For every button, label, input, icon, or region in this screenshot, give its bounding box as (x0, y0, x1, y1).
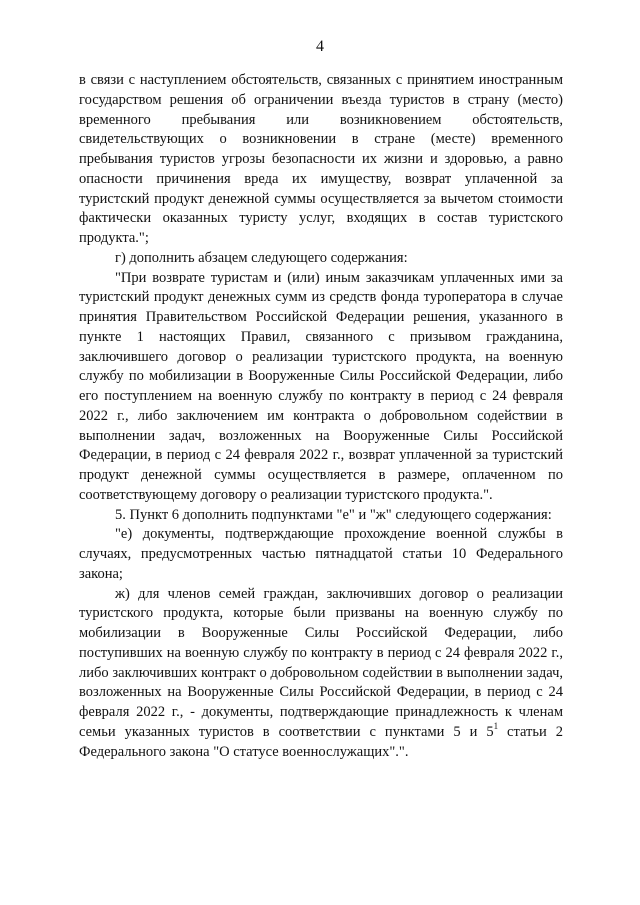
paragraph-item-5: 5. Пункт 6 дополнить подпунктами "е" и "ж" следующего содержания: (115, 506, 552, 523)
paragraph-subitem-g: г) дополнить абзацем следующего содержания: (115, 249, 408, 266)
paragraph-subitem-e: "е) документы, подтверждающие прохождение военной службы в случаях, предусмотренных частью пятнадцатой статьи 10 Федерального закона; (79, 526, 563, 582)
superscript-index: 1 (493, 720, 499, 731)
paragraph-subitem-zh (79, 585, 563, 763)
paragraph-continuation: в связи с наступлением обстоятельств, связанных с принятием иностранным государством решения об ограничении въезда туристов в страну (место) временного пребывания или возникновением обстоятельств, свидетельствующих о возникновении в стране (месте) временного пребывания туристов угрозы безопасности их жизни и здоровью, а равно опасности причинения вреда их имуществу, возврат уплаченной за туристский продукт денежной суммы осуществляется за вычетом стоимости фактически оказанных туристу услуг, входящих в состав туристского продукта."; (79, 72, 563, 246)
page-number: 4 (316, 38, 324, 55)
paragraph-subitem-zh-text-before: ж) для членов семей граждан, заключивших договор о реализации туристского продукта, которые были призваны на военную службу по мобилизации в Вооруженные Силы Российской Федерации, либо поступивших на военную службу по контракту в период с 24 февраля 2022 г., либо заключивших контракт о добровольном содействии в выполнении задач, возложенных на Вооруженные Силы Российской Федерации, в период с 24 февраля 2022 г., - документы, подтверждающие принадлежность к членам семьи указанных туристов в соответствии с пунктами 5 и 5 (79, 585, 563, 740)
document-body (79, 71, 563, 762)
paragraph-subitem-zh-text-after: статьи 2 Федерального закона "О статусе военнослужащих".". (79, 723, 563, 760)
paragraph-quoted-addition: "При возврате туристам и (или) иным заказчикам уплаченных ими за туристский продукт денежных сумм из средств фонда туроператора в случае принятия Правительством Российской Федерации решения, указанного в пункте 1 настоящих Правил, связанного с призывом гражданина, заключившего договор о реализации туристского продукта, на военную службу по мобилизации в Вооруженные Силы Российской Федерации, либо его поступлением на военную службу по контракту в период с 24 февраля 2022 г., либо заключением им контракта о добровольном содействии в выполнении задач, возложенных на Вооруженные Силы Российской Федерации, в период с 24 февраля 2022 г., возврат уплаченной за туристский продукт денежной суммы осуществляется в размере, оплаченном по соответствующему договору о реализации туристского продукта.". (79, 269, 563, 503)
